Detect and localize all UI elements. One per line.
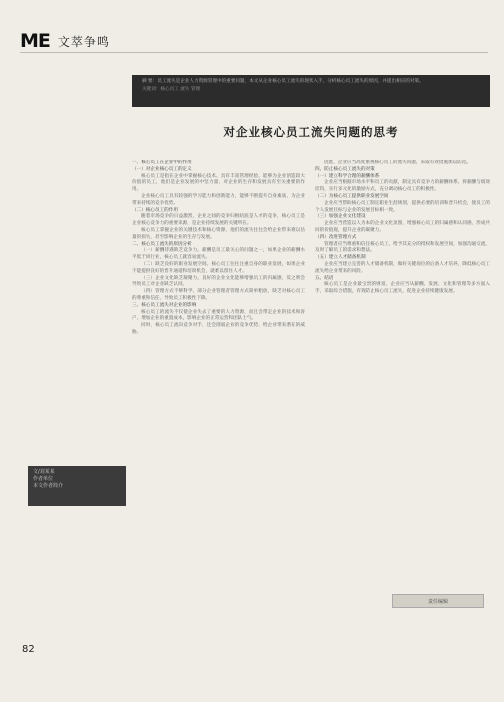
abstract-text: 摘 要：员工流失是企业人力资源管理中的重要问题，本文从企业核心员工流失的现状入手，分析核心员工流失的原因，并提出相应的对策。 xyxy=(142,79,424,84)
author-line: 文/刘某某 xyxy=(33,469,55,475)
section-heading: （一）对企业核心员工的定义 xyxy=(132,166,192,172)
header-divider xyxy=(20,52,488,53)
section-name: 文萃争鸣 xyxy=(57,34,110,49)
author-line: 本文作者简介 xyxy=(33,483,64,489)
body-paragraph: 因此，企业应当高度重视核心员工的流失问题，采取有效措施加以防范。 xyxy=(324,160,472,165)
text-column-right xyxy=(315,160,490,590)
section-heading: （二）为核心员工提供职业发展空间 xyxy=(315,193,389,199)
body-paragraph: （二）缺乏良好的职业发展空间。核心员工往往注重自身的职业发展，如果企业不能提供良好的晋升通道和培训机会，就难以留住人才。 xyxy=(132,261,305,274)
abstract-banner xyxy=(132,75,490,107)
body-paragraph: 企业应当营造以人为本的企业文化氛围，增强核心员工的归属感和认同感，形成共同的价值观，提升企业的凝聚力。 xyxy=(315,221,490,233)
body-paragraph: 企业核心员工具有较强的学习能力和创新能力，能够不断提升自身素质，为企业带来持续的竞争优势。 xyxy=(132,193,305,206)
section-heading: （三）加强企业文化建设 xyxy=(315,214,366,220)
keywords-text: 关键词：核心员工 流失 管理 xyxy=(142,87,201,92)
section-heading: 三、核心员工流失对企业的影响 xyxy=(132,302,197,308)
section-heading: 一、核心员工在企业中的作用 xyxy=(132,160,192,165)
body-paragraph: 同时，核心员工流向竞争对手，还会削弱企业的竞争优势，给企业带来潜在的威胁。 xyxy=(132,323,305,335)
body-paragraph: 管理者应当尊重和信任核心员工，给予其充分的授权和发展空间，加强沟通交流，及时了解员工的需求和想法。 xyxy=(315,241,490,254)
body-paragraph: （四）管理方式不够科学。部分企业管理者管理方式简单粗放，缺乏对核心员工的尊重和信任，导致员工积极性下降。 xyxy=(132,289,305,301)
section-heading: （四）改进管理方式 xyxy=(315,234,357,240)
text-column-left xyxy=(132,160,305,586)
body-paragraph: （三）企业文化缺乏凝聚力。良好的企业文化能够增强员工的归属感，反之则会导致员工对企业缺乏认同。 xyxy=(132,275,305,288)
magazine-logo: ME xyxy=(20,29,50,52)
body-paragraph: 企业应当帮助核心员工制定职业生涯规划，提供必要的培训和晋升机会，使员工的个人发展目标与企业的发展目标相一致。 xyxy=(315,200,490,213)
body-paragraph: 核心员工是企业最宝贵的财富，企业应当从薪酬、发展、文化和管理等多方面入手，采取综合措施，有效防止核心员工流失，促进企业持续健康发展。 xyxy=(315,282,490,295)
body-paragraph: 随着市场竞争的日益激烈，企业之间的竞争归根结底是人才的竞争，核心员工是企业核心竞争力的重要来源，是企业持续发展的关键所在。 xyxy=(132,214,305,227)
body-paragraph: 企业应当根据市场水平和员工的贡献，制定具有竞争力的薪酬体系，将薪酬与绩效挂钩，实行多元化的激励方式，充分调动核心员工的积极性。 xyxy=(315,180,490,193)
body-paragraph: 核心员工掌握企业的关键技术和核心资源，他们的流失往往会给企业带来难以估量的损失，甚至影响企业的生存与发展。 xyxy=(132,227,305,240)
section-heading: （一）建立科学合理的薪酬体系 xyxy=(315,173,380,179)
body-paragraph: 企业应当建立完善的人才储备机制，做好关键岗位的后备人才培养，降低核心员工流失给企业带来的风险。 xyxy=(315,261,490,274)
page-header xyxy=(20,30,110,52)
body-paragraph: 核心员工是指在企业中掌握核心技术、具有丰富管理经验、能够为企业创造较大价值的员工，他们是企业发展的中坚力量，对企业的生存和发展具有至关重要的作用。 xyxy=(132,173,305,193)
page-number: 82 xyxy=(22,644,35,655)
author-line: 作者单位 xyxy=(33,476,54,482)
section-heading: 四、防止核心员工流失的对策 xyxy=(315,166,375,172)
section-heading: （二）核心员工的作用 xyxy=(132,207,178,213)
section-heading: 二、核心员工流失的原因分析 xyxy=(132,241,192,247)
editor-stamp: 责任编辑 xyxy=(392,594,484,608)
author-box xyxy=(28,466,126,506)
body-paragraph: （一）薪酬待遇缺乏竞争力。薪酬是员工最关心的问题之一，如果企业的薪酬水平低于同行业，核心员工就容易流失。 xyxy=(132,248,305,261)
section-heading: 五、结语 xyxy=(315,275,334,281)
body-paragraph: 核心员工的流失不仅使企业失去了重要的人力资源，而且会带走企业的技术和客户，增加企业的重置成本，影响企业的正常运营和团队士气。 xyxy=(132,309,305,322)
article-title: 对企业核心员工流失问题的思考 xyxy=(223,125,399,139)
section-heading: （五）建立人才储备机制 xyxy=(315,255,366,261)
article-title-box xyxy=(132,116,490,148)
